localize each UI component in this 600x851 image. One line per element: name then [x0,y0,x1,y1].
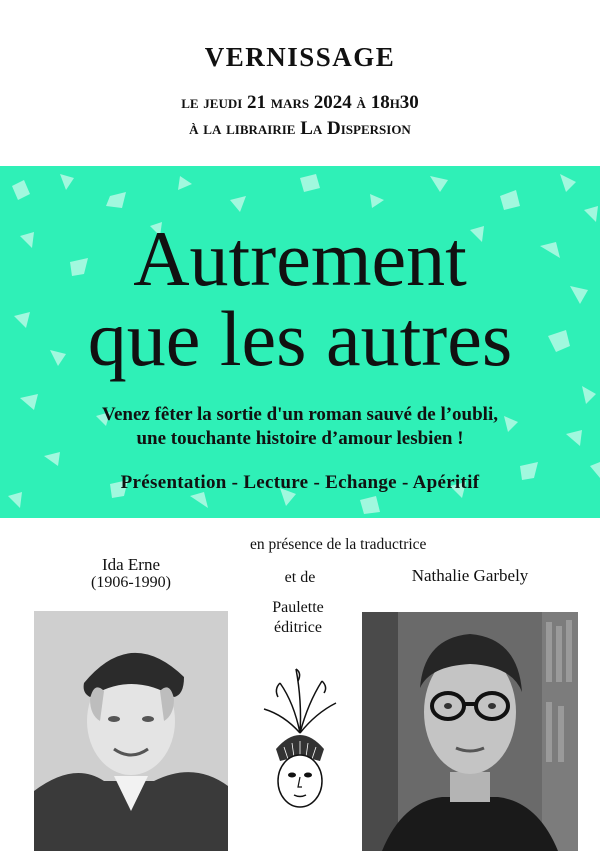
translator-photo [362,612,578,851]
translator-intro: en présence de la traductrice [250,536,427,553]
translator-name: Nathalie Garbely [411,566,529,585]
book-title-line2: que les autres [87,295,513,382]
publisher-name: Paulette [272,599,324,616]
publisher-logo [250,663,350,821]
subtitle-line1: Venez fêter la sortie d'un roman sauvé de l’oubli, [101,404,498,425]
book-title-line1: Autrement [133,215,467,302]
title-band [0,166,600,518]
subtitle-line2: une touchante histoire d’amour lesbien ! [136,428,464,449]
publisher-role: éditrice [274,619,322,636]
event-header [0,0,600,166]
event-type: VERNISSAGE [204,42,396,72]
event-date: le jeudi 21 mars 2024 à 18h30 [181,92,419,113]
author-dates: (1906-1990) [91,574,171,591]
activities-line: Présentation - Lecture - Echange - Apéritif [120,472,480,493]
author-photo [34,611,228,851]
publisher-block [235,598,361,638]
event-place: à la librairie La Dispersion [189,118,411,139]
publisher-connector: et de [284,569,316,586]
author-name: Ida Erne [101,555,161,574]
people-section [0,518,600,851]
